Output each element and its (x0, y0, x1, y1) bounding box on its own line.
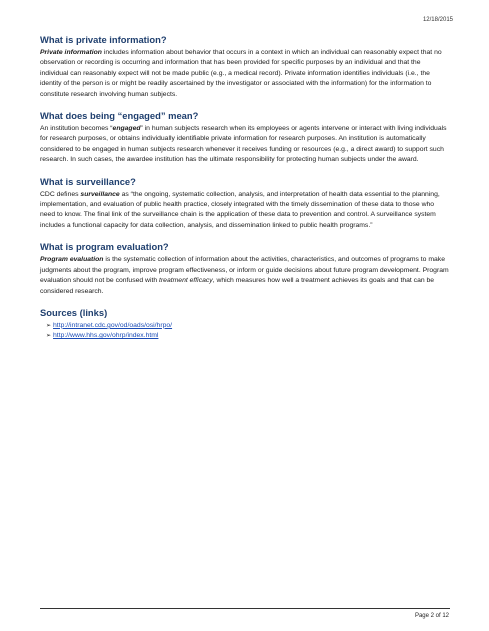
source-link-hrpo[interactable]: http://intranet.cdc.gov/od/oads/osi/hrpo/ (53, 321, 173, 329)
section-heading: What does being “engaged” mean? (40, 110, 199, 122)
section-private-information (40, 34, 450, 100)
section-paragraph: Private information includes information about behavior that occurs in a context in which an individual can reasonably expect that no observation or recording is occurring and information that has been provided for specific purposes by an individual and that the individual can reasonably expect will not be made public (e.g., a medical record). Private information identifies individuals (i.e., the identity of the person is or might be readily ascertained by the investigator or associated with the information) for the information to constitute research involving human subjects. (40, 49, 442, 98)
defined-term: surveillance (80, 190, 120, 198)
arrow-bullet-icon: ➢ (46, 322, 52, 329)
arrow-bullet-icon: ➢ (46, 333, 52, 340)
section-paragraph: CDC defines surveillance as “the ongoing, systematic collection, analysis, and interpretation of health data essential to the planning, implementation, and evaluation of public health practice, closely integrated with the timely dissemination of these data to those who need to know. The final link of the surveillance chain is the application of these data to prevention and control. A surveillance system includes a functional capacity for data collection, analysis, and dissemination linked to public health programs.” (40, 190, 440, 229)
section-paragraph: An institution becomes “engaged” in human subjects research when its employees or agents intervene or interact with living individuals for research purposes, or obtains individually identifiable private information for research purposes. An institution is automatically considered to be engaged in human subjects research whenever it receives funding or resources (e.g., a direct award) to support such research. In such cases, the awardee institution has the ultimate responsibility for protecting human subjects under the award. (40, 125, 447, 164)
section-heading: What is surveillance? (40, 175, 136, 187)
document-date: 12/18/2015 (422, 17, 453, 23)
page-number: Page 2 of 12 (414, 613, 449, 619)
section-sources (40, 307, 450, 342)
section-heading: Sources (links) (40, 306, 108, 318)
footer-divider (40, 608, 450, 609)
section-surveillance (40, 176, 450, 232)
defined-term: Program evaluation (40, 256, 104, 264)
source-link-ohrp[interactable]: http://www.hhs.gov/ohrp/index.html (53, 332, 159, 340)
document-body (40, 34, 450, 342)
list-item (46, 331, 450, 341)
section-paragraph: Program evaluation is the systematic collection of information about the activities, characteristics, and outcomes of programs to make judgments about the program, improve program effectiveness, or inform or guide decisions about future program development. Program evaluation should not be confused with treatment efficacy, which measures how well a treatment achieves its goals and that can be considered research. (40, 256, 449, 295)
defined-term: engaged (112, 125, 141, 133)
section-engaged (40, 110, 450, 166)
sources-list (40, 321, 450, 342)
italic-term: treatment efficacy (159, 277, 213, 285)
defined-term: Private information (40, 49, 102, 56)
section-heading: What is program evaluation? (40, 241, 169, 253)
section-program-evaluation (40, 241, 450, 297)
section-heading: What is private information? (40, 34, 167, 45)
list-item (46, 321, 450, 331)
